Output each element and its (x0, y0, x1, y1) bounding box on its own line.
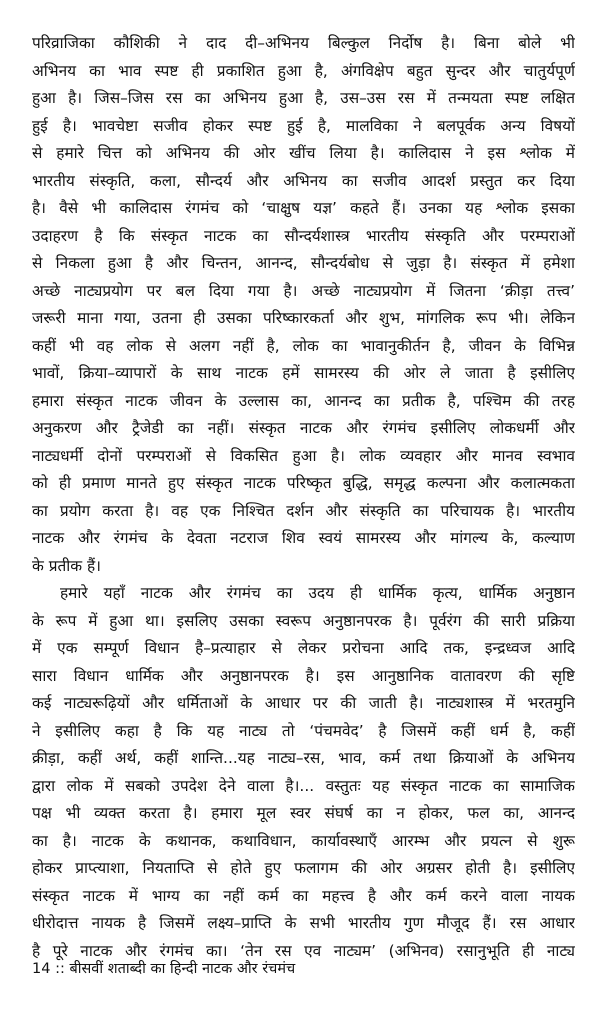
text-line: है पूरे नाटक और रंगमंच का। ‘तेन रस एव नाट्यम’ (अभिनव) रसानुभूति ही नाट्य (32, 941, 575, 960)
text-line: हमारे यहाँ नाटक और रंगमंच का उदय ही धार्मिक कृत्य, धार्मिक अनुष्ठान (60, 584, 575, 602)
text-line: अभिनय का भाव स्पष्ट ही प्रकाशित हुआ है, अंगविक्षेप बहुत सुन्दर और चातुर्यपूर्ण (32, 61, 575, 80)
text-line: धीरोदात्त नायक है जिसमें लक्ष्य–प्राप्ति के सभी भारतीय गुण मौजूद हैं। रस आधार (32, 914, 575, 932)
text-line: का है। नाटक के कथानक, कथाविधान, कार्यावस्थाएँ आरम्भ और प्रयत्न से शुरू (32, 831, 575, 850)
paragraph-2 (32, 580, 575, 965)
text-line: से निकला हुआ है और चिन्तन, आनन्द, सौन्दर्यबोध से जुड़ा है। संस्कृत में हमेशा (32, 254, 575, 272)
text-line: उदाहरण है कि संस्कृत नाटक का सौन्दर्यशास्त्र भारतीय संस्कृति और परम्पराओं (32, 226, 575, 245)
text-line: हुआ है। जिस–जिस रस का अभिनय हुआ है, उस–उस रस में तन्मयता स्पष्ट लक्षित (32, 89, 575, 107)
text-line: हमारा संस्कृत नाटक जीवन के उल्लास का, आनन्द का प्रतीक है, पश्चिम की तरह (32, 391, 575, 410)
text-line: कहीं भी वह लोक से अलग नहीं है, लोक का भावानुकीर्तन है, जीवन के विभिन्न (32, 336, 575, 355)
text-line: पक्ष भी व्यक्त करता है। हमारा मूल स्वर संघर्ष का न होकर, फल का, आनन्द (32, 804, 575, 822)
text-line: जरूरी माना गया, उतना ही उसका परिष्कारकर्ता और शुभ, मांगलिक रूप भी। लेकिन (32, 309, 575, 327)
text-line: अनुकरण और ट्रैजेडी का नहीं। संस्कृत नाटक और रंगमंच इसीलिए लोकधर्मी और (32, 419, 575, 437)
text-line: ने इसीलिए कहा है कि यह नाट्य तो ‘पंचमवेद’ है जिसमें कहीं धर्म है, कहीं (32, 721, 575, 740)
page-number: 14 (32, 961, 51, 977)
text-line: भारतीय संस्कृति, कला, सौन्दर्य और अभिनय का सजीव आदर्श प्रस्तुत कर दिया (32, 171, 575, 190)
text-line: होकर प्राप्त्याशा, नियताप्ति से होते हुए फलागम की ओर अग्रसर होती है। इसीलिए (32, 859, 575, 877)
text-line: हुई है। भावचेष्टा सजीव होकर स्पष्ट हुई है, मालविका ने बलपूर्वक अन्य विषयों (32, 116, 575, 135)
text-line: में एक सम्पूर्ण विधान है–प्रत्याहार से लेकर प्ररोचना आदि तक, इन्द्रध्वज आदि (32, 639, 575, 657)
footer-separator: :: (55, 961, 65, 977)
text-line: भावों, क्रिया–व्यापारों के साथ नाटक हमें सामरस्य की ओर ले जाता है इसीलिए (32, 364, 575, 382)
text-line: के प्रतीक हैं। (32, 556, 101, 575)
text-line: का प्रयोग करता है। वह एक निश्चित दर्शन और संस्कृति का परिचायक है। भारतीय (32, 501, 575, 520)
body-text (32, 30, 575, 965)
text-line: है। वैसे भी कालिदास रंगमंच को ‘चाक्षुष यज्ञ’ कहते हैं। उनका यह श्लोक इसका (32, 199, 575, 217)
text-line: परिव्राजिका कौशिकी ने दाद दी–अभिनय बिल्कुल निर्दोष है। बिना बोले भी (32, 34, 575, 52)
text-line: नाट्यधर्मी दोनों परम्पराओं से विकसित हुआ है। लोक व्यवहार और मानव स्वभाव (32, 446, 575, 465)
text-line: के रूप में हुआ था। इसलिए उसका स्वरूप अनुष्ठानपरक है। पूर्वरंग की सारी प्रक्रिया (32, 611, 575, 630)
text-line: क्रीड़ा, कहीं अर्थ, कहीं शान्ति...यह नाट्य–रस, भाव, कर्म तथा क्रियाओं के अभिनय (32, 749, 575, 767)
text-line: संस्कृत नाटक में भाग्य का नहीं कर्म का महत्त्व है और कर्म करने वाला नायक (32, 886, 575, 905)
text-line: सारा विधान धार्मिक और अनुष्ठानपरक है। इस आनुष्ठानिक वातावरण की सृष्टि (32, 666, 575, 685)
text-line: कई नाट्यरूढ़ियों और धर्मिताओं के आधार पर की जाती है। नाट्यशास्त्र में भरतमुनि (32, 694, 575, 712)
text-line: से हमारे चित्त को अभिनय की ओर खींच लिया है। कालिदास ने इस श्लोक में (32, 144, 575, 162)
text-line: अच्छे नाट्यप्रयोग पर बल दिया गया है। अच्छे नाट्यप्रयोग में जितना ‘क्रीड़ा तत्त्व’ (32, 281, 575, 300)
text-line: द्वारा लोक में सबको उपदेश देने वाला है।... वस्तुतः यह संस्कृत नाटक का सामाजिक (32, 776, 575, 795)
text-line: को ही प्रमाण मानते हुए संस्कृत नाटक परिष्कृत बुद्धि, समृद्ध कल्पना और कलात्मकता (32, 474, 575, 492)
page-footer (32, 958, 572, 978)
text-line: नाटक और रंगमंच के देवता नटराज शिव स्वयं सामरस्य और मांगल्य के, कल्याण (32, 529, 575, 547)
running-title: बीसवीं शताब्दी का हिन्दी नाटक और रंचमंच (69, 961, 296, 977)
paragraph-1 (32, 30, 575, 580)
